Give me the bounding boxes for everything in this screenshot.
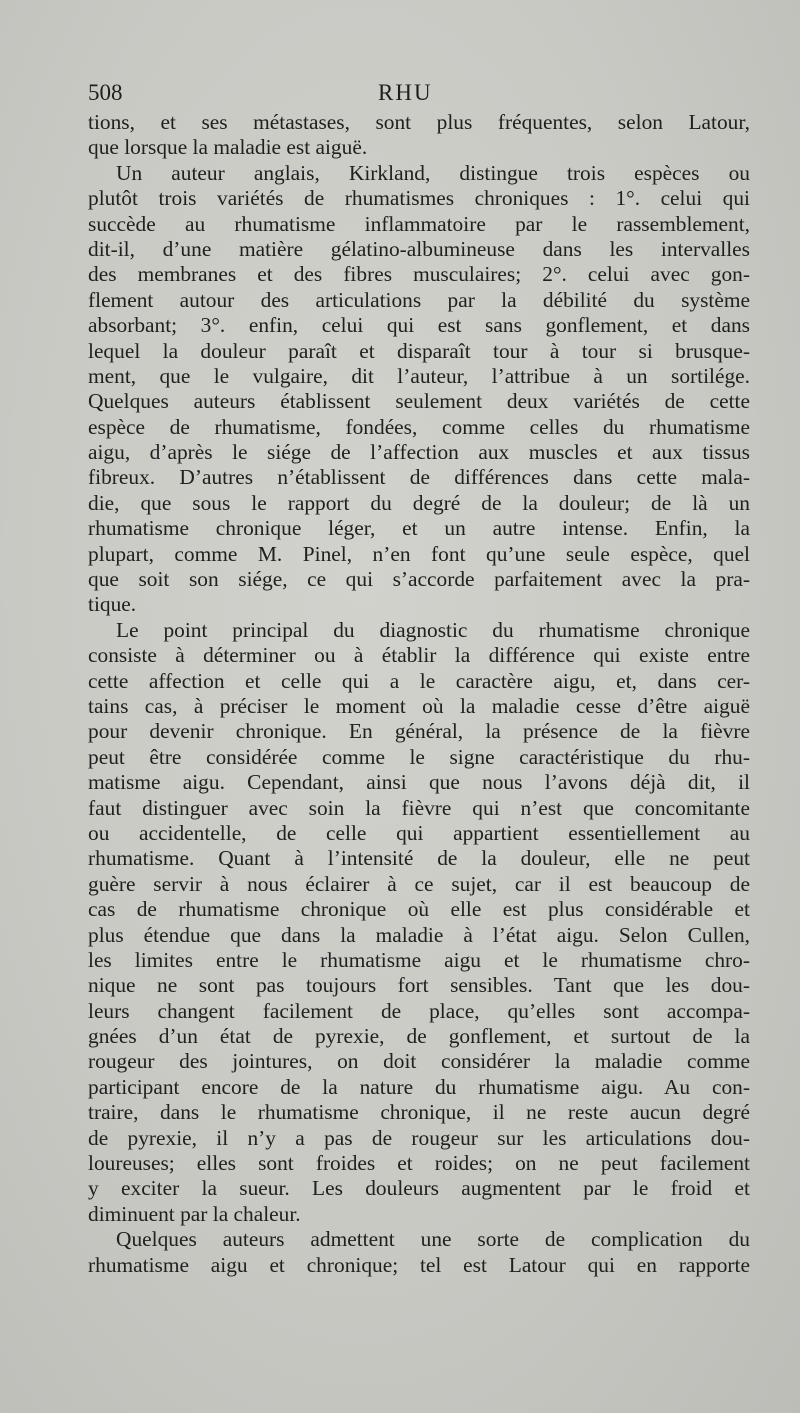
text-line: aigu, d’après le siége de l’affection aux muscles et aux tissus xyxy=(88,440,750,465)
text-line: plupart, comme M. Pinel, n’en font qu’une seule espèce, quel xyxy=(88,541,750,566)
text-line: tique. xyxy=(88,592,137,617)
text-line: diminuent par la chaleur. xyxy=(88,1201,301,1226)
paragraph xyxy=(88,1227,750,1278)
text-line: consiste à déterminer ou à établir la différence qui existe entre xyxy=(88,643,750,668)
text-line: rougeur des jointures, on doit considérer la maladie comme xyxy=(88,1049,750,1074)
text-line: cas de rhumatisme chronique où elle est plus considérable et xyxy=(88,897,750,922)
text-line: ment, que le vulgaire, dit l’auteur, l’attribue à un sortilége. xyxy=(88,363,750,388)
text-line: plutôt trois variétés de rhumatismes chroniques : 1°. celui qui xyxy=(88,186,750,211)
text-line: lequel la douleur paraît et disparaît tour à tour si brusque- xyxy=(88,338,750,363)
text-line: Le point principal du diagnostic du rhumatisme chronique xyxy=(116,617,750,642)
text-line: ou accidentelle, de celle qui appartient essentiellement au xyxy=(88,820,750,845)
text-line: des membranes et des fibres musculaires; 2°. celui avec gon- xyxy=(88,262,750,287)
text-line: nique ne sont pas toujours fort sensibles. Tant que les dou- xyxy=(88,973,750,998)
text-line: rhumatisme aigu et chronique; tel est Latour qui en rapporte xyxy=(88,1252,750,1277)
text-line: Quelques auteurs admettent une sorte de complication du xyxy=(116,1227,750,1252)
text-line: cette affection et celle qui a le caractère aigu, et, dans cer- xyxy=(88,668,750,693)
text-line: rhumatisme chronique léger, et un autre intense. Enfin, la xyxy=(88,516,750,541)
text-line: traire, dans le rhumatisme chronique, il ne reste aucun degré xyxy=(88,1100,750,1125)
paragraph xyxy=(88,110,750,161)
text-line: que soit son siége, ce qui s’accorde parfaitement avec la pra- xyxy=(88,567,750,592)
text-line: matisme aigu. Cependant, ainsi que nous l’avons déjà dit, il xyxy=(88,770,750,795)
text-line: espèce de rhumatisme, fondées, comme celles du rhumatisme xyxy=(88,414,750,439)
text-line: loureuses; elles sont froides et roides; on ne peut facilement xyxy=(88,1151,750,1176)
text-line: les limites entre le rhumatisme aigu et le rhumatisme chro- xyxy=(88,947,750,972)
text-line: de pyrexie, il n’y a pas de rougeur sur les articulations dou- xyxy=(88,1125,750,1150)
text-line: peut être considérée comme le signe caractéristique du rhu- xyxy=(88,744,750,769)
running-head: RHU xyxy=(378,80,433,105)
text-line: flement autour des articulations par la débilité du système xyxy=(88,287,750,312)
text-line: rhumatisme. Quant à l’intensité de la douleur, elle ne peut xyxy=(88,846,750,871)
text-line: tions, et ses métastases, sont plus fréquentes, selon Latour, xyxy=(88,110,750,134)
text-line: leurs changent facilement de place, qu’elles sont accompa- xyxy=(88,998,750,1023)
text-line: faut distinguer avec soin la fièvre qui n’est que concomitante xyxy=(88,795,750,820)
text-line: que lorsque la maladie est aiguë. xyxy=(88,135,368,160)
paragraph xyxy=(88,618,750,1227)
text-line: y exciter la sueur. Les douleurs augmentent par le froid et xyxy=(88,1176,750,1201)
text-line: succède au rhumatisme inflammatoire par le rassemblement, xyxy=(88,211,750,236)
text-line: tains cas, à préciser le moment où la maladie cesse d’être aiguë xyxy=(88,693,750,718)
text-line: guère servir à nous éclairer à ce sujet, car il est beaucoup de xyxy=(88,871,750,896)
text-line: Quelques auteurs établissent seulement deux variétés de cette xyxy=(88,389,750,414)
text-line: dit-il, d’une matière gélatino-albumineuse dans les intervalles xyxy=(88,236,750,261)
body-text xyxy=(88,110,750,1278)
page-header xyxy=(88,78,750,108)
page-number: 508 xyxy=(88,80,123,105)
text-line: plus étendue que dans la maladie à l’état aigu. Selon Cullen, xyxy=(88,922,750,947)
text-line: die, que sous le rapport du degré de la douleur; de là un xyxy=(88,490,750,515)
text-line: participant encore de la nature du rhumatisme aigu. Au con- xyxy=(88,1074,750,1099)
text-line: gnées d’un état de pyrexie, de gonflement, et surtout de la xyxy=(88,1024,750,1049)
text-line: Un auteur anglais, Kirkland, distingue trois espèces ou xyxy=(116,160,750,185)
text-line: absorbant; 3°. enfin, celui qui est sans gonflement, et dans xyxy=(88,313,750,338)
text-line: fibreux. D’autres n’établissent de différences dans cette mala- xyxy=(88,465,750,490)
paragraph xyxy=(88,161,750,618)
text-line: pour devenir chronique. En général, la présence de la fièvre xyxy=(88,719,750,744)
